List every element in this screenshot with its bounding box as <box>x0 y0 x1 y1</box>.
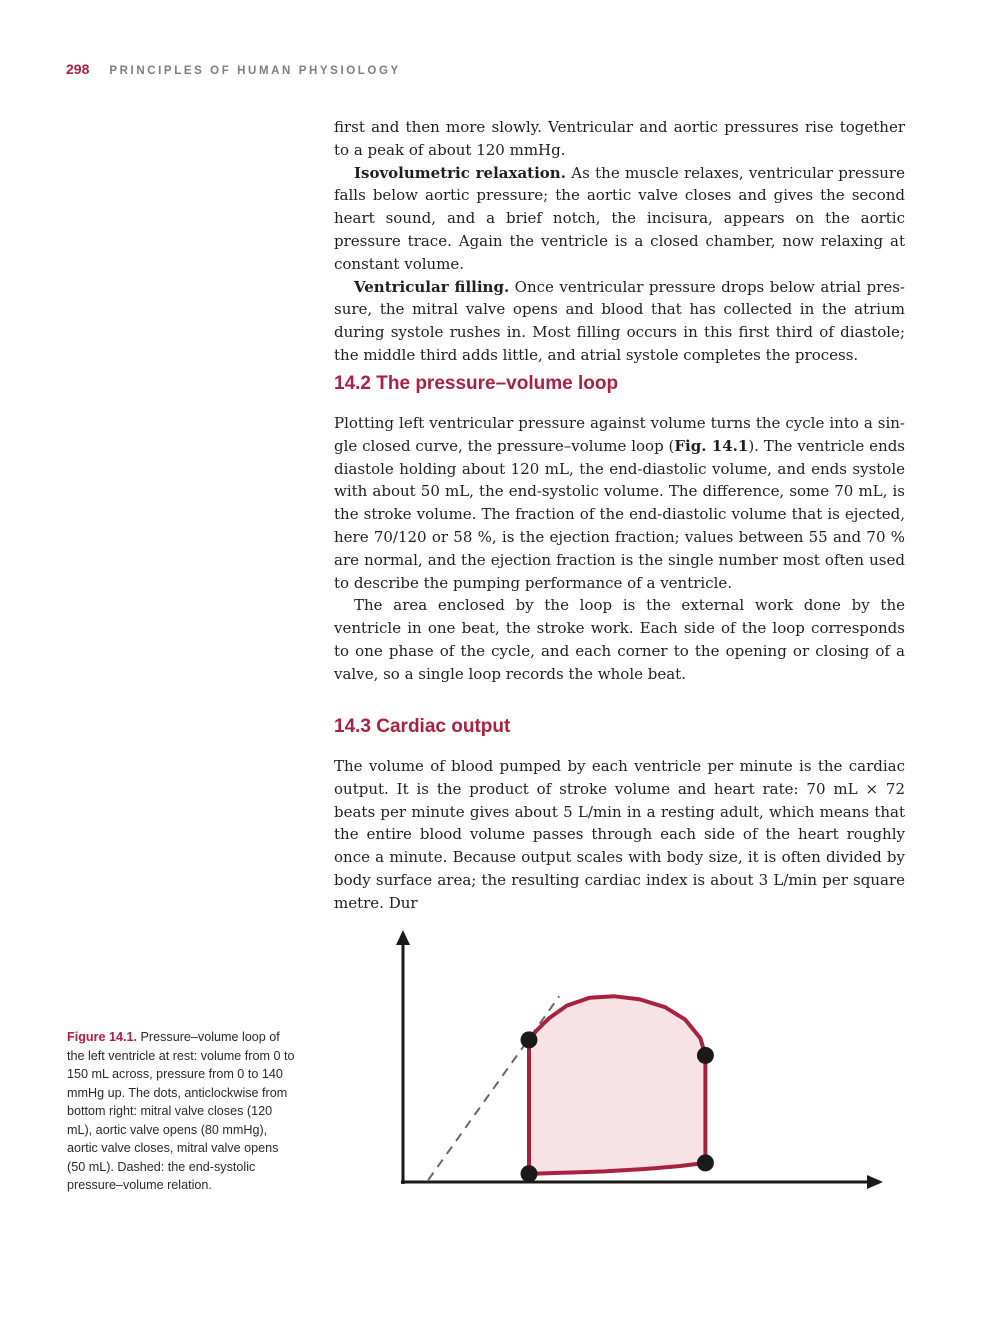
paragraph: The area enclosed by the loop is the external work done by the ventricle in one beat, the stroke work. Each side of the loop corresponds to one phase of the cycle, and each corner to the opening or closing of a valve, so a single loop records the whole beat. <box>334 596 905 683</box>
x-axis-arrow <box>867 1175 883 1189</box>
y-axis-arrow <box>396 930 410 945</box>
loop-area <box>529 996 705 1174</box>
intro-text <box>334 116 905 367</box>
book-title: PRINCIPLES OF HUMAN PHYSIOLOGY <box>109 65 401 77</box>
section-heading: 14.2 The pressure–volume loop <box>334 373 619 394</box>
run-in-heading: Ventricular filling. <box>354 277 510 296</box>
caption-text: Pressure–volume loop of the left ventricle at rest: volume from 0 to 150 mL across, pressure from 0 to 140 mmHg up. The dots, anticlockwise from bottom right: mitral valve closes (120 mL), aortic valve opens (80 mmHg), aortic valve closes, mitral valve opens (50 mL). Dashed: the end-systolic pressure–volume relation. <box>67 1030 295 1192</box>
valve-event-dot <box>697 1047 714 1064</box>
valve-event-dot <box>521 1031 538 1048</box>
paragraph: The volume of blood pumped by each ventricle per minute is the cardiac output. It is the product of stroke volume and heart rate: 70 mL × 72 beats per minute gives about 5 L/min in a resting adult, which means that the entire blood volume passes through each side of the heart roughly once a minute. Because output scales with body size, it is often divided by body surface area; the resulting cardiac index is about 3 L/min per square metre. Dur <box>334 757 905 912</box>
section-heading: 14.3 Cardiac output <box>334 716 511 737</box>
page-number: 298 <box>66 61 90 77</box>
section-2-text <box>334 412 905 686</box>
run-in-heading: Isovolumetric relaxation. <box>354 163 566 182</box>
paragraph: Ventricular filling. Once ventricular pressure drops below atrial pressure, the mitral valve opens and blood that has collected in the atrium during systole rushes in. Most filling occurs in this first third of diastole; the middle third adds little, and atrial systole completes the process. <box>334 277 905 364</box>
valve-event-dot <box>697 1154 714 1171</box>
pressure-volume-loop-chart <box>380 922 890 1198</box>
paragraph: Plotting left ventricular pressure against volume turns the cycle into a single closed curve, the pressure–volume loop (Fig. 14.1). The ventricle ends diastole holding about 120 mL, the end-diastolic volume, and ends systole with about 50 mL, the end-systolic volume. The difference, some 70 mL, is the stroke volume. The fraction of the end-diastolic volume that is ejected, here 70/120 or 58 %, is the ejection fraction; values between 55 and 70 % are normal, and the ejection fraction is the single number most often used to describe the pumping performance of a ventricle. <box>334 414 905 592</box>
section-3-text <box>334 755 905 915</box>
valve-event-dot <box>521 1165 538 1182</box>
figure-reference: Fig. 14.1 <box>674 436 749 455</box>
figure-caption <box>67 1028 299 1195</box>
paragraph: first and then more slowly. Ventricular and aortic pressures rise together to a peak of about 120 mmHg. <box>334 118 905 159</box>
paragraph: Isovolumetric relaxation. As the muscle relaxes, ventricular pressure falls below aortic pressure; the aortic valve closes and gives the second heart sound, and a brief notch, the incisura, appears on the aortic pressure trace. Again the ventricle is a closed chamber, now relaxing at constant volume. <box>334 163 905 273</box>
figure-label: Figure 14.1. <box>67 1030 137 1044</box>
running-head <box>66 61 401 81</box>
